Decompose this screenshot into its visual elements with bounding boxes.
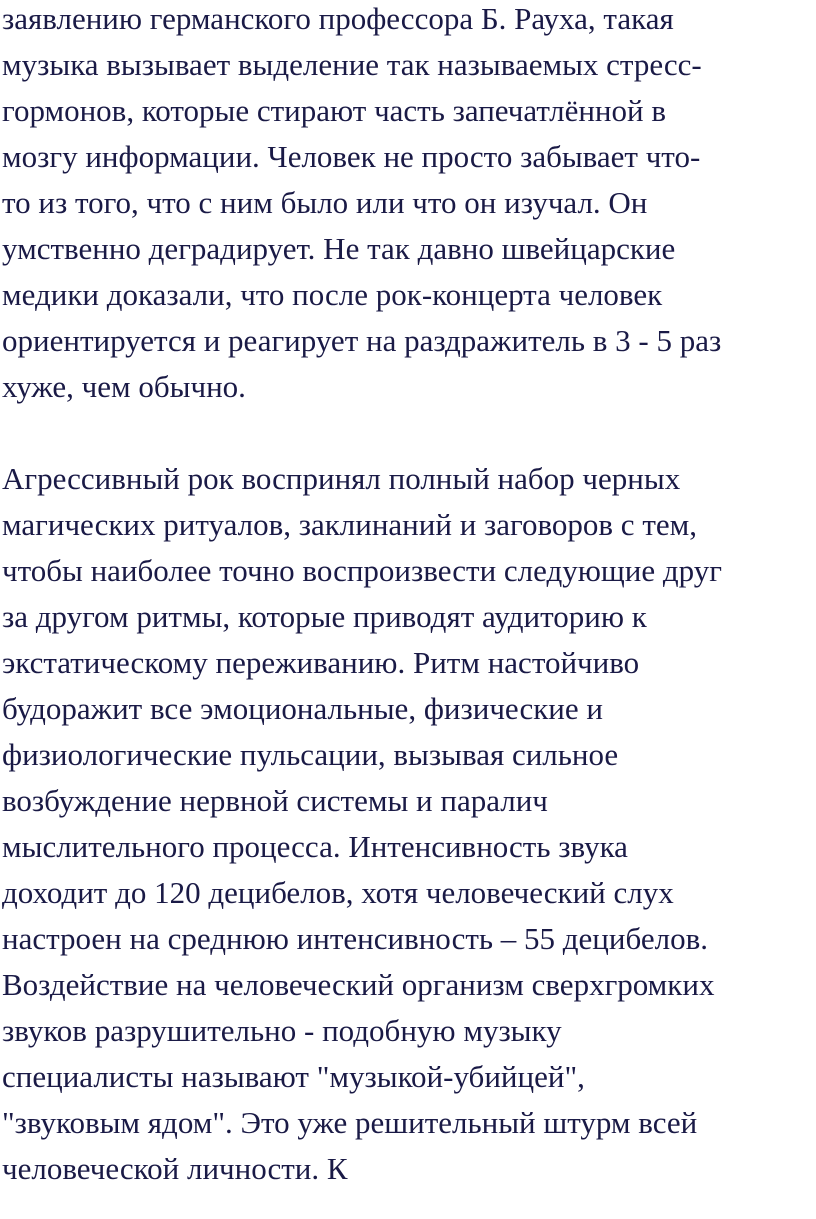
text-line: звуков разрушительно - подобную музыку	[2, 1013, 562, 1048]
text-line: "звуковым ядом". Это уже решительный штурм всей	[2, 1105, 698, 1140]
text-line: музыка вызывает выделение так называемых стресс-	[2, 47, 702, 82]
text-line: Воздействие на человеческий организм сверхгромких	[2, 967, 715, 1002]
text-line: экстатическому переживанию. Ритм настойчиво	[2, 645, 640, 680]
text-line: будоражит все эмоциональные, физические и	[2, 691, 603, 726]
paragraph-1	[2, 0, 816, 410]
text-line: гормонов, которые стирают часть запечатлённой в	[2, 93, 667, 128]
text-line: за другом ритмы, которые приводят аудиторию к	[2, 599, 647, 634]
text-line: заявлению германского профессора Б. Рауха, такая	[2, 1, 674, 36]
text-line: Агрессивный рок воспринял полный набор черных	[2, 461, 681, 496]
text-line: хуже, чем обычно.	[2, 369, 246, 404]
text-line: чтобы наиболее точно воспроизвести следующие друг	[2, 553, 722, 588]
text-line: ориентируется и реагирует на раздражитель в 3 - 5 раз	[2, 323, 722, 358]
text-line: мозгу информации. Человек не просто забывает что-	[2, 139, 701, 174]
text-line: доходит до 120 децибелов, хотя человеческий слух	[2, 875, 674, 910]
text-line: специалисты называют "музыкой-убийцей",	[2, 1059, 585, 1094]
text-line: то из того, что с ним было или что он изучал. Он	[2, 185, 648, 220]
paragraph-2	[2, 456, 816, 1192]
text-line: умственно деградирует. Не так давно швейцарские	[2, 231, 676, 266]
text-line: человеческой личности. К	[2, 1151, 348, 1186]
text-line: возбуждение нервной системы и паралич	[2, 783, 548, 818]
text-line: медики доказали, что после рок-концерта человек	[2, 277, 663, 312]
text-line: настроен на среднюю интенсивность – 55 децибелов.	[2, 921, 708, 956]
text-line: мыслительного процесса. Интенсивность звука	[2, 829, 628, 864]
text-line: физиологические пульсации, вызывая сильное	[2, 737, 619, 772]
text-line: магических ритуалов, заклинаний и заговоров с тем,	[2, 507, 697, 542]
